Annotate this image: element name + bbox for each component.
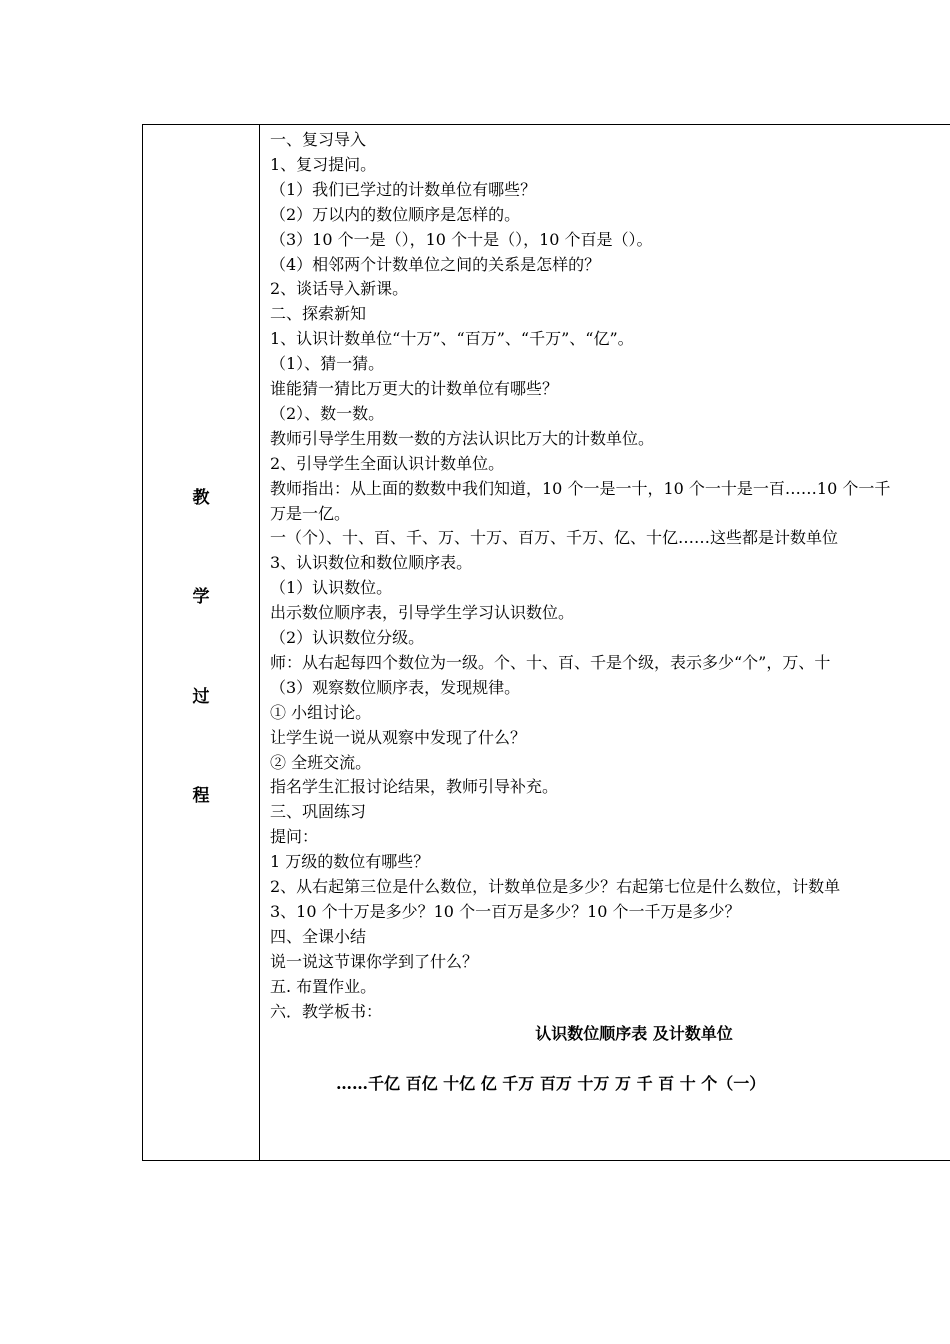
content-line: 四、全课小结: [270, 926, 367, 946]
board-place-value-row: ……千亿 百亿 十亿 亿 千万 百万 十万 万 千 百 十 个（一）: [336, 1074, 766, 1093]
content-line: （2）万以内的数位顺序是怎样的。: [270, 204, 521, 224]
content-line: （1）认识数位。: [270, 578, 393, 598]
content-line: 2、引导学生全面认识计数单位。: [270, 453, 505, 473]
content-line: （2）认识数位分级。: [270, 628, 425, 647]
content-line: 1 万级的数位有哪些？: [270, 852, 430, 872]
content-line: 一（个）、十、百、千、万、十万、百万、千万、亿、十亿……这些都是计数单位: [270, 528, 839, 548]
content-line: 提问：: [270, 827, 319, 847]
lesson-content: [270, 127, 950, 1157]
content-line: 一、复习导入: [270, 130, 367, 149]
content-line: 3、10 个十万是多少？10 个一百万是多少？10 个一千万是多少？: [270, 901, 741, 921]
content-line: 师：从右起每四个数位为一级。个、十、百、千是个级，表示多少“个”，万、十: [270, 652, 831, 672]
side-label-char: 过: [192, 687, 210, 707]
content-line: （3）10 个一是（），10 个十是（），10 个百是（）。: [270, 229, 653, 249]
content-line: （1）、猜一猜。: [270, 354, 385, 374]
content-line: （3）观察数位顺序表，发现规律。: [270, 677, 521, 697]
content-line: ② 全班交流。: [270, 752, 372, 772]
content-line: 1、复习提问。: [270, 154, 377, 174]
content-line: 1、认识计数单位“十万”、“百万”、“千万”、“亿”。: [270, 329, 634, 349]
side-label-char: 学: [192, 587, 210, 607]
content-line: ① 小组讨论。: [270, 702, 372, 722]
content-line: 三、巩固练习: [270, 802, 367, 822]
content-line: 出示数位顺序表，引导学生学习认识数位。: [270, 603, 575, 623]
content-line: （4）相邻两个计数单位之间的关系是怎样的？: [270, 254, 601, 274]
content-line: 指名学生汇报讨论结果，教师引导补充。: [270, 777, 559, 797]
content-line: 谁能猜一猜比万更大的计数单位有哪些？: [270, 379, 559, 398]
content-line: 3、认识数位和数位顺序表。: [270, 553, 473, 573]
content-line: 2、从右起第三位是什么数位，计数单位是多少？右起第七位是什么数位，计数单: [270, 877, 841, 896]
content-line: 二、探索新知: [270, 304, 367, 324]
content-line: 让学生说一说从观察中发现了什么？: [270, 727, 527, 747]
content-line: 教师引导学生用数一数的方法认识比万大的计数单位。: [270, 428, 655, 448]
content-line: 六．教学板书：: [270, 1001, 383, 1021]
content-line: 说一说这节课你学到了什么？: [270, 951, 479, 971]
side-label-column: [143, 125, 260, 1160]
content-line: （2）、数一数。: [270, 403, 385, 423]
content-line: （1）我们已学过的计数单位有哪些？: [270, 179, 537, 199]
content-line: 万是一亿。: [270, 503, 351, 523]
content-line: 2、谈话导入新课。: [270, 279, 409, 299]
board-title: 认识数位顺序表 及计数单位: [535, 1024, 733, 1043]
content-line: 五. 布置作业。: [270, 976, 377, 996]
side-label-char: 教: [192, 488, 210, 508]
content-line: 教师指出：从上面的数数中我们知道，10 个一是一十，10 个一十是一百……10 个一千: [270, 478, 891, 498]
side-label-char: 程: [192, 786, 210, 806]
